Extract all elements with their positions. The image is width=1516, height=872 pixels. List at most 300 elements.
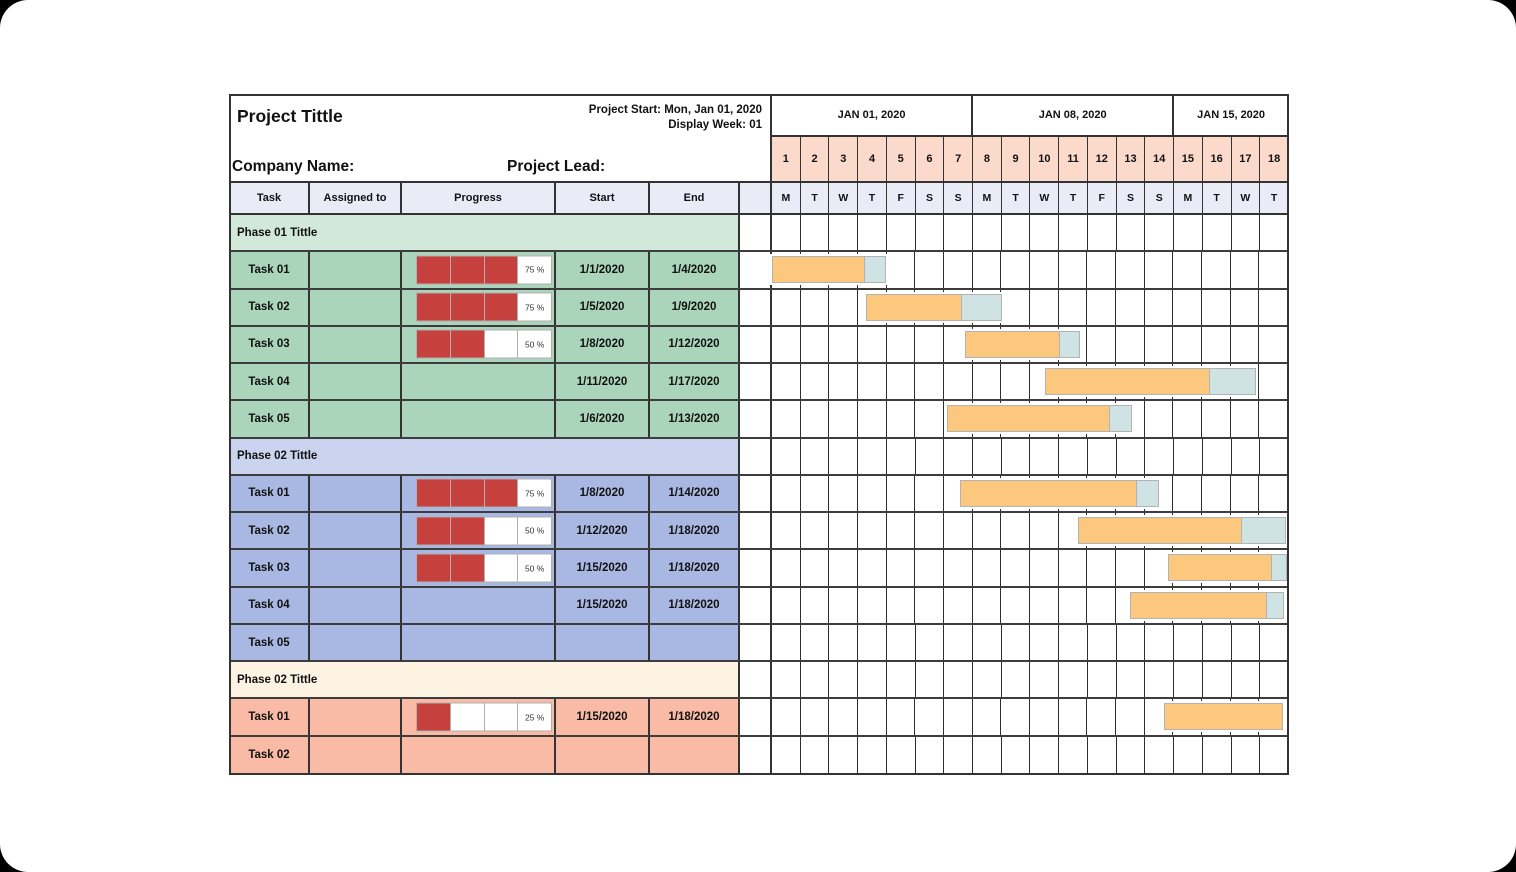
gantt-day-cell [944,513,973,548]
gantt-day-cell [887,588,916,623]
gantt-day-cell [772,588,801,623]
progress-segment-filled [417,555,451,582]
gantt-day-cell [772,401,801,436]
gantt-day-cell [1001,513,1030,548]
gantt-day-cell [858,439,887,474]
day-number-cell: 6 [916,137,945,181]
gantt-bar[interactable] [1164,703,1283,730]
progress-meter [416,703,552,732]
day-number-cell: 14 [1145,137,1174,181]
day-number-cell: 1 [772,137,801,181]
gantt-day-cell [801,550,830,585]
end-date-cell[interactable]: 1/4/2020 [650,252,740,287]
task-row-1-2 [230,290,1288,327]
gantt-day-cell [944,625,973,660]
end-date-cell[interactable]: 1/14/2020 [650,476,740,511]
start-date-cell[interactable]: 1/15/2020 [556,550,650,585]
gantt-day-cell [801,290,830,325]
assigned-to-cell[interactable] [310,550,402,585]
gantt-day-cell [915,364,944,399]
progress-cell[interactable] [402,401,556,436]
task-name-cell[interactable]: Task 04 [230,364,310,399]
gantt-day-cell [1001,290,1030,325]
project-meta [589,103,762,133]
assigned-to-cell[interactable] [310,476,402,511]
gantt-day-cell [858,401,887,436]
project-title[interactable]: Project Tittle [237,106,343,126]
gantt-day-cell [1059,699,1088,734]
task-name-cell[interactable]: Task 02 [230,513,310,548]
gantt-day-cell [915,550,944,585]
progress-cell[interactable] [402,476,556,511]
gantt-day-cell [801,401,830,436]
progress-segment-empty [518,704,551,731]
progress-segment-empty [485,704,519,731]
column-header-task: Task [230,183,310,213]
start-date-cell[interactable]: 1/8/2020 [556,327,650,362]
assigned-to-cell[interactable] [310,364,402,399]
day-number-cell: 15 [1174,137,1203,181]
progress-meter [416,293,552,322]
gantt-day-cell [801,513,830,548]
row-spacer-cell [740,401,772,436]
progress-percent-label: 75 % [524,264,545,275]
gantt-day-cell [829,588,858,623]
gantt-bar-progress [772,256,865,283]
gantt-day-cell [1232,215,1261,250]
gantt-day-cell [1232,439,1261,474]
gantt-grid-strip [772,439,1288,474]
assigned-to-cell[interactable] [310,737,402,774]
day-number-cell: 12 [1088,137,1117,181]
gantt-bar[interactable] [772,256,886,283]
gantt-day-cell [973,252,1002,287]
gantt-day-cell [858,513,887,548]
gantt-bar[interactable] [965,331,1080,358]
gantt-bar[interactable] [1045,368,1256,395]
gantt-day-cell [1202,327,1231,362]
gantt-day-cell [1145,252,1174,287]
project-start-value: Mon, Jan 01, 2020 [664,104,762,116]
gantt-day-cell [829,699,858,734]
task-name-cell[interactable]: Task 05 [230,625,310,660]
task-name-cell[interactable]: Task 04 [230,588,310,623]
task-row-3-2 [230,737,1288,774]
gantt-day-cell [801,588,830,623]
progress-cell[interactable] [402,588,556,623]
progress-percent-label: 50 % [524,339,545,350]
gantt-day-cell [1173,327,1202,362]
gantt-day-cell [1173,476,1202,511]
weekday-cell: F [1088,183,1117,213]
gantt-bar[interactable] [1130,592,1284,619]
phase-title-cell[interactable]: Phase 02 Tittle [230,662,740,697]
day-number-cell: 3 [829,137,858,181]
progress-cell[interactable] [402,699,556,734]
gantt-day-cell [1260,215,1288,250]
start-date-cell[interactable]: 1/12/2020 [556,513,650,548]
start-date-cell[interactable]: 1/1/2020 [556,252,650,287]
gantt-day-cell [1001,550,1030,585]
day-number-cell: 9 [1002,137,1031,181]
assigned-to-cell[interactable] [310,290,402,325]
gantt-day-cell [829,215,858,250]
project-start-label: Project Start: [588,104,661,116]
gantt-day-cell [887,699,916,734]
gantt-bar-progress [1130,592,1267,619]
gantt-day-cell [887,327,916,362]
gantt-day-cell [1259,401,1288,436]
row-spacer-cell [740,290,772,325]
gantt-day-cell [829,327,858,362]
gantt-day-cell [1145,439,1174,474]
start-date-cell[interactable]: 1/5/2020 [556,290,650,325]
phase-row-2 [230,439,1288,476]
gantt-day-cell [1030,513,1059,548]
gantt-day-cell [1001,699,1030,734]
gantt-day-cell [858,550,887,585]
task-row-2-2 [230,513,1288,550]
gantt-day-cell [1117,662,1146,697]
row-spacer-cell [740,476,772,511]
gantt-day-cell [887,625,916,660]
gantt-day-cell [1174,737,1203,774]
start-date-cell[interactable] [556,737,650,774]
gantt-bar[interactable] [1078,517,1286,544]
task-name-cell[interactable]: Task 02 [230,290,310,325]
gantt-day-cell [858,327,887,362]
assigned-to-cell[interactable] [310,699,402,734]
weekday-cell: M [973,183,1002,213]
progress-percent-label: 75 % [524,488,545,499]
phase-title-cell[interactable]: Phase 01 Tittle [230,215,740,250]
task-name-cell[interactable]: Task 03 [230,327,310,362]
gantt-day-cell [1259,327,1288,362]
task-row-2-1 [230,476,1288,513]
gantt-day-cell [1145,737,1174,774]
gantt-grid-strip [772,401,1288,436]
gantt-day-cell [1232,662,1261,697]
gantt-day-cell [887,737,916,774]
gantt-day-cell [829,662,858,697]
gantt-day-cell [973,737,1002,774]
gantt-day-cell [1232,737,1261,774]
gantt-day-cell [829,476,858,511]
day-number-cell: 13 [1117,137,1146,181]
task-name-cell[interactable]: Task 01 [230,476,310,511]
assigned-to-cell[interactable] [310,252,402,287]
assigned-to-cell[interactable] [310,513,402,548]
gantt-day-cell [1145,327,1174,362]
gantt-day-cell [973,699,1002,734]
gantt-day-cell [887,252,916,287]
gantt-day-cell [1030,252,1059,287]
phase-title-cell[interactable]: Phase 02 Tittle [230,439,740,474]
row-spacer-cell [740,588,772,623]
progress-segment-empty [518,294,551,321]
gantt-day-cell [1231,290,1260,325]
progress-segment-empty [518,555,551,582]
gantt-day-cell [1030,215,1059,250]
weekday-cell: F [887,183,916,213]
gantt-day-cell [1117,737,1146,774]
gantt-bar-progress [1045,368,1210,395]
gantt-day-cell [801,439,830,474]
gantt-day-cell [772,625,801,660]
row-spacer-cell [740,364,772,399]
day-number-cell: 18 [1260,137,1288,181]
row-spacer-cell [740,327,772,362]
start-date-cell[interactable]: 1/15/2020 [556,699,650,734]
gantt-day-cell [973,550,1002,585]
gantt-day-cell [858,699,887,734]
end-date-cell[interactable]: 1/18/2020 [650,550,740,585]
end-date-cell[interactable]: 1/18/2020 [650,588,740,623]
progress-segment-filled [417,480,451,507]
gantt-day-cell [1259,476,1288,511]
gantt-day-cell [915,699,944,734]
gantt-day-cell [1232,625,1261,660]
end-date-cell[interactable] [650,737,740,774]
gantt-day-cell [772,327,801,362]
gantt-day-cell [1059,290,1088,325]
gantt-grid-strip [772,476,1288,511]
gantt-day-cell [801,364,830,399]
gantt-day-cell [1059,737,1088,774]
gantt-day-cell [1260,662,1288,697]
weekday-cell: S [944,183,973,213]
progress-meter [416,330,552,359]
assigned-to-cell[interactable] [310,588,402,623]
gantt-day-cell [1117,215,1146,250]
calendar-day-numbers [772,137,1288,181]
gantt-bar-progress [960,480,1137,507]
gantt-day-cell [916,439,945,474]
gantt-grid-strip [772,364,1288,399]
gantt-day-cell [887,401,916,436]
gantt-day-cell [858,625,887,660]
gantt-day-cell [1174,662,1203,697]
start-date-cell[interactable]: 1/6/2020 [556,401,650,436]
gantt-day-cell [944,699,973,734]
column-header-assigned-to: Assigned to [310,183,402,213]
row-spacer-cell [740,252,772,287]
start-date-cell[interactable]: 1/11/2020 [556,364,650,399]
gantt-day-cell [1174,439,1203,474]
gantt-day-cell [1259,252,1288,287]
gantt-day-cell [1088,737,1117,774]
progress-cell[interactable] [402,252,556,287]
task-name-cell[interactable]: Task 05 [230,401,310,436]
progress-segment-filled [451,555,485,582]
weekday-cell: T [858,183,887,213]
gantt-day-cell [772,737,801,774]
gantt-day-cell [1145,625,1174,660]
calendar-week-bands [772,95,1288,137]
progress-cell[interactable] [402,737,556,774]
gantt-day-cell [1059,588,1088,623]
weekday-cell: T [1260,183,1288,213]
gantt-day-cell [1145,215,1174,250]
gantt-day-cell [1260,439,1288,474]
gantt-grid-strip [772,215,1288,250]
progress-segment-filled [417,294,451,321]
gantt-bar[interactable] [866,294,1002,321]
end-date-cell[interactable]: 1/17/2020 [650,364,740,399]
gantt-day-cell [916,215,945,250]
end-date-cell[interactable] [650,625,740,660]
gantt-day-cell [1002,737,1031,774]
weekday-cell: W [829,183,858,213]
gantt-grid-strip [772,327,1288,362]
gantt-day-cell [1260,625,1288,660]
gantt-bar[interactable] [947,405,1132,432]
gantt-bar-remaining [864,256,886,283]
company-name-label[interactable]: Company Name: [232,158,355,175]
gantt-day-cell [1117,439,1146,474]
gantt-day-cell [916,737,945,774]
task-row-3-1 [230,699,1288,736]
progress-cell[interactable] [402,290,556,325]
progress-percent-label: 25 % [524,712,545,723]
progress-cell[interactable] [402,550,556,585]
gantt-day-cell [829,625,858,660]
gantt-day-cell [1087,588,1116,623]
gantt-grid-strip [772,737,1288,774]
gantt-day-cell [915,588,944,623]
gantt-day-cell [801,699,830,734]
gantt-bar-progress [947,405,1110,432]
day-number-cell: 4 [858,137,887,181]
gantt-day-cell [944,252,973,287]
gantt-day-cell [915,252,944,287]
gantt-day-cell [1202,290,1231,325]
progress-percent-label: 50 % [524,563,545,574]
gantt-day-cell [916,662,945,697]
phase-row-3 [230,662,1288,699]
gantt-day-cell [1203,625,1232,660]
gantt-bar-remaining [1266,592,1284,619]
gantt-day-cell [1088,662,1117,697]
task-name-cell[interactable]: Task 03 [230,550,310,585]
gantt-day-cell [829,439,858,474]
display-week-line[interactable] [589,118,762,133]
gantt-day-cell [1059,550,1088,585]
gantt-day-cell [1116,550,1145,585]
start-date-cell[interactable] [556,625,650,660]
gantt-day-cell [1202,401,1231,436]
progress-segment-empty [518,480,551,507]
gantt-bar-remaining [1209,368,1256,395]
gantt-day-cell [887,476,916,511]
project-lead-label[interactable]: Project Lead: [507,158,606,175]
weekday-cell: T [801,183,830,213]
week-band-1: JAN 01, 2020 [772,95,973,137]
row-spacer-cell [740,737,772,774]
progress-cell[interactable] [402,364,556,399]
gantt-day-cell [1002,439,1031,474]
progress-segment-filled [417,704,451,731]
gantt-day-cell [887,513,916,548]
end-date-cell[interactable]: 1/12/2020 [650,327,740,362]
gantt-day-cell [1116,252,1145,287]
gantt-day-cell [1030,550,1059,585]
gantt-bar-remaining [1271,554,1287,581]
gantt-day-cell [1059,215,1088,250]
task-row-2-5 [230,625,1288,662]
progress-segment-filled [417,331,451,358]
progress-segment-empty [518,517,551,544]
day-number-cell: 10 [1030,137,1059,181]
gantt-day-cell [829,364,858,399]
weekday-cell: W [1030,183,1059,213]
progress-segment-filled [485,256,519,283]
gantt-day-cell [915,327,944,362]
gantt-day-cell [1059,625,1088,660]
progress-cell[interactable] [402,327,556,362]
gantt-day-cell [1001,252,1030,287]
progress-cell[interactable] [402,513,556,548]
end-date-cell[interactable]: 1/18/2020 [650,699,740,734]
progress-cell[interactable] [402,625,556,660]
weekday-cell: T [1002,183,1031,213]
task-name-cell[interactable]: Task 02 [230,737,310,774]
gantt-bar[interactable] [960,480,1159,507]
gantt-day-cell [1203,662,1232,697]
assigned-to-cell[interactable] [310,625,402,660]
gantt-day-cell [1203,215,1232,250]
gantt-day-cell [772,439,801,474]
gantt-day-cell [1145,401,1174,436]
progress-meter [416,479,552,508]
assigned-to-cell[interactable] [310,401,402,436]
progress-segment-empty [518,331,551,358]
project-start-line[interactable] [589,103,762,118]
end-date-cell[interactable]: 1/13/2020 [650,401,740,436]
task-name-cell[interactable]: Task 01 [230,699,310,734]
gantt-bar[interactable] [1168,554,1287,581]
day-number-cell: 2 [801,137,830,181]
weekday-cell: T [1059,183,1088,213]
gantt-day-cell [1145,662,1174,697]
gantt-day-cell [1030,439,1059,474]
gantt-day-cell [1088,625,1117,660]
gantt-day-cell [973,364,1002,399]
gantt-day-cell [1203,737,1232,774]
gantt-grid-strip [772,290,1288,325]
progress-percent-label: 50 % [524,525,545,536]
weekday-cell: M [1174,183,1203,213]
gantt-day-cell [858,215,887,250]
gantt-day-cell [973,439,1002,474]
start-date-cell[interactable]: 1/8/2020 [556,476,650,511]
gantt-day-cell [915,476,944,511]
assigned-to-cell[interactable] [310,327,402,362]
end-date-cell[interactable]: 1/18/2020 [650,513,740,548]
header-spacer-cell [740,183,772,213]
start-date-cell[interactable]: 1/15/2020 [556,588,650,623]
gantt-grid-strip [772,699,1288,734]
gantt-day-cell [801,625,830,660]
gantt-day-cell [801,737,830,774]
progress-meter [416,554,552,583]
gantt-day-cell [1231,401,1260,436]
gantt-day-cell [1116,290,1145,325]
gantt-day-cell [1030,290,1059,325]
task-name-cell[interactable]: Task 01 [230,252,310,287]
gantt-day-cell [772,290,801,325]
end-date-cell[interactable]: 1/9/2020 [650,290,740,325]
